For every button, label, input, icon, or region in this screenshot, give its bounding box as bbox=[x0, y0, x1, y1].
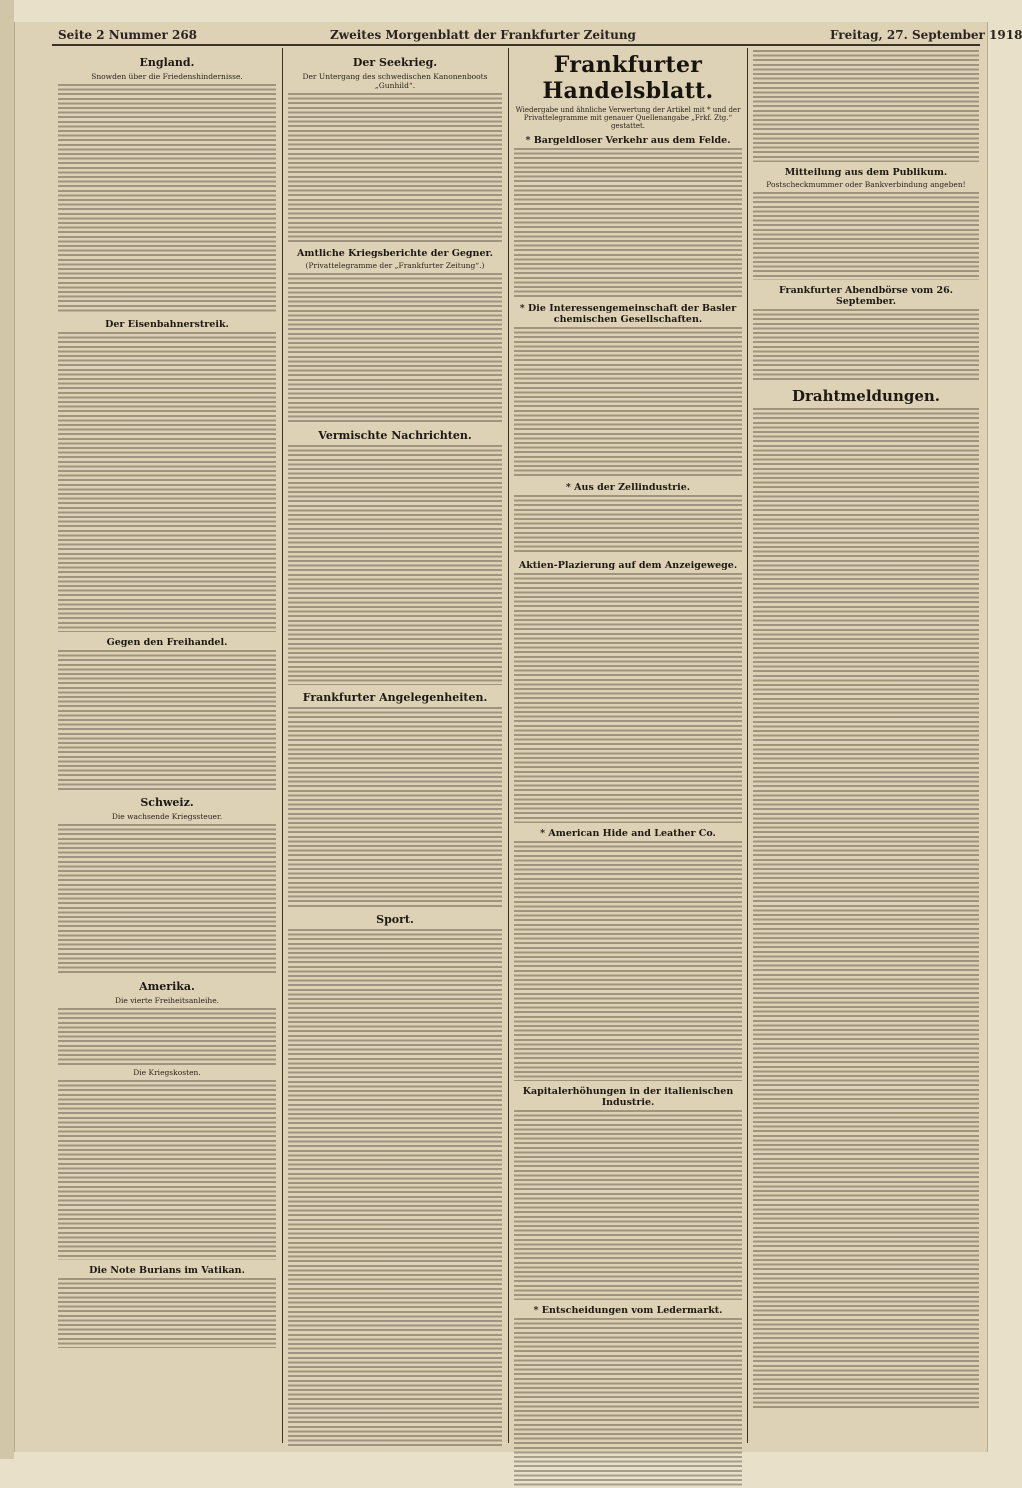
article-text-block bbox=[514, 1110, 742, 1300]
article-text-block bbox=[58, 332, 276, 632]
article-text-block bbox=[753, 309, 979, 381]
page-number-header: Seite 2 Nummer 268 bbox=[58, 28, 198, 42]
section-title-public-notice: Mitteilung aus dem Publikum. bbox=[784, 167, 948, 178]
subtitle-private-telegrams: (Privattelegramme der „Frankfurter Zeitung“.) bbox=[305, 261, 485, 270]
section-title-leather-market: * Entscheidungen vom Ledermarkt. bbox=[533, 1305, 723, 1316]
column-politics bbox=[58, 50, 276, 1447]
article-text-block bbox=[288, 93, 502, 243]
section-title-share-placement: Aktien-Plazierung auf dem Anzeigewege. bbox=[518, 560, 738, 571]
article-text-block bbox=[753, 50, 979, 162]
article-text-block bbox=[514, 327, 742, 477]
section-title-wire-reports: Drahtmeldungen. bbox=[791, 387, 941, 405]
subtitle-war-costs: Die Kriegskosten. bbox=[133, 1068, 201, 1077]
article-text-block bbox=[514, 495, 742, 555]
section-title-italian-capital: Kapitalerhöhungen in der italienischen Industrie. bbox=[522, 1086, 734, 1108]
date-header: Freitag, 27. September 1918 bbox=[830, 28, 1022, 42]
section-title-cashless-payment: * Bargeldloser Verkehr aus dem Felde. bbox=[525, 135, 731, 146]
subtitle-account-info: Postscheckmummer oder Bankverbindung angeben! bbox=[766, 180, 966, 189]
section-title-sport: Sport. bbox=[376, 913, 414, 926]
article-text-block bbox=[288, 273, 502, 423]
edition-header: Zweites Morgenblatt der Frankfurter Zeitung bbox=[330, 28, 636, 42]
section-title-switzerland: Schweiz. bbox=[140, 796, 194, 809]
section-title-england: England. bbox=[139, 56, 195, 69]
scan-edge bbox=[0, 0, 14, 1459]
subtitle-war-tax: Die wachsende Kriegssteuer. bbox=[111, 812, 223, 821]
section-title-america: Amerika. bbox=[139, 980, 195, 993]
article-text-block bbox=[753, 408, 979, 1408]
section-title-misc-news: Vermischte Nachrichten. bbox=[318, 429, 472, 442]
section-title-american-hide: * American Hide and Leather Co. bbox=[540, 828, 716, 839]
article-text-block bbox=[514, 573, 742, 823]
header-rule bbox=[52, 44, 980, 46]
article-text-block bbox=[514, 1318, 742, 1488]
section-title-frankfurt-affairs: Frankfurter Angelegenheiten. bbox=[302, 691, 488, 704]
article-text-block bbox=[753, 192, 979, 280]
article-text-block bbox=[514, 841, 742, 1081]
article-text-block bbox=[58, 650, 276, 790]
handelsblatt-masthead: Frankfurter Handelsblatt. bbox=[542, 52, 714, 104]
subtitle-gunhild: Der Untergang des schwedischen Kanonenboots „Gunhild“. bbox=[302, 72, 488, 90]
subtitle-liberty-loan: Die vierte Freiheitsanleihe. bbox=[114, 996, 220, 1005]
article-text-block bbox=[58, 1008, 276, 1068]
section-title-basel-chemical: * Die Interessengemeinschaft der Basler chemischen Gesellschaften. bbox=[519, 303, 737, 325]
article-text-block bbox=[58, 84, 276, 314]
section-title-railway-strike: Der Eisenbahnerstreik. bbox=[105, 319, 229, 330]
column-war-news bbox=[288, 50, 502, 1447]
section-title-evening-exchange: Frankfurter Abendbörse vom 26. September. bbox=[778, 285, 953, 307]
article-text-block bbox=[288, 445, 502, 685]
section-title-free-trade: Gegen den Freihandel. bbox=[106, 637, 228, 648]
column-rule-1 bbox=[282, 48, 283, 1443]
article-text-block bbox=[288, 707, 502, 907]
section-title-cellulose-industry: * Aus der Zellindustrie. bbox=[565, 482, 691, 493]
column-rule-3 bbox=[747, 48, 748, 1443]
article-text-block bbox=[58, 1080, 276, 1260]
section-title-burian-note: Die Note Burians im Vatikan. bbox=[89, 1265, 245, 1276]
column-business bbox=[514, 50, 742, 1447]
article-text-block bbox=[58, 824, 276, 974]
subtitle-snowden: Snowden über die Friedenshindernisse. bbox=[91, 72, 243, 81]
article-text-block bbox=[58, 1278, 276, 1348]
section-title-enemy-reports: Amtliche Kriegsberichte der Gegner. bbox=[297, 248, 493, 259]
article-text-block bbox=[514, 148, 742, 298]
article-text-block bbox=[288, 929, 502, 1449]
column-markets bbox=[753, 50, 979, 1447]
column-rule-2 bbox=[508, 48, 509, 1443]
section-title-naval-war: Der Seekrieg. bbox=[352, 56, 438, 69]
masthead-note: Wiedergabe und ähnliche Verwertung der Artikel mit * und der Privattelegramme mit genauer Quellenangabe „Frkf. Ztg.“ gestattet. bbox=[515, 106, 741, 130]
